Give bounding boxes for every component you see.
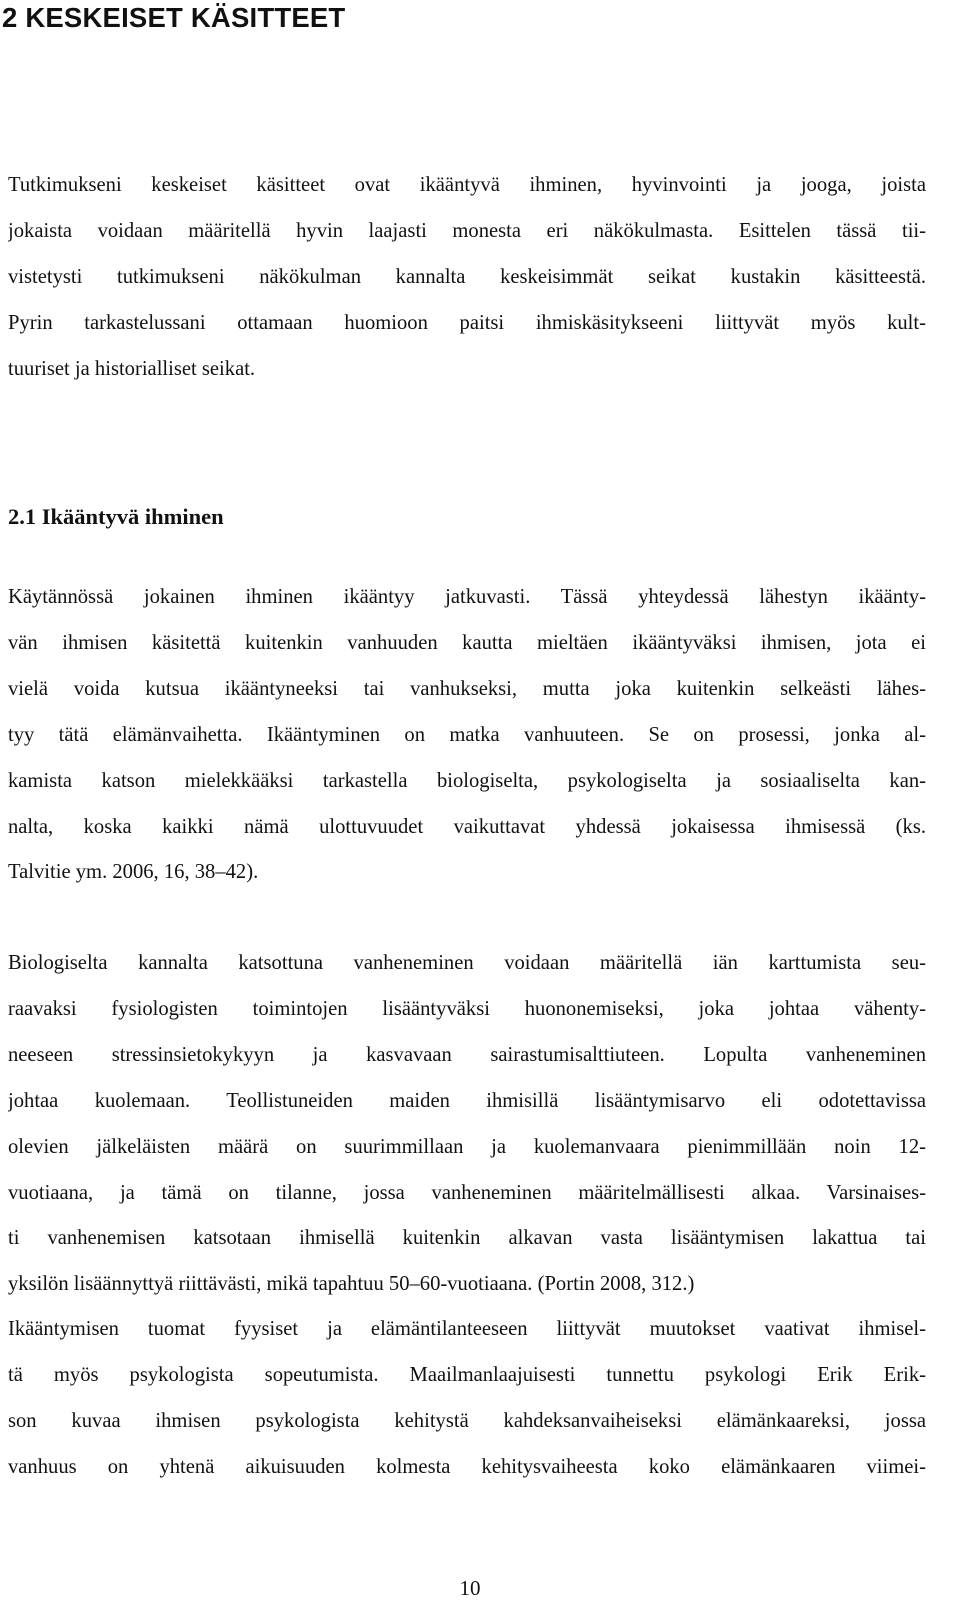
text-line: raavaksi fysiologisten toimintojen lisääntyväksi huononemiseksi, joka johtaa vähenty-: [8, 997, 926, 1020]
section-paragraph-1: [8, 575, 926, 896]
text-line: kamista katson mielekkääksi tarkastella biologiselta, psykologiselta ja sosiaaliselta kan-: [8, 769, 926, 792]
text-line: jokaista voidaan määritellä hyvin laajasti monesta eri näkökulmasta. Esittelen tässä tii-: [8, 219, 926, 242]
text-line: vanhuus on yhtenä aikuisuuden kolmesta kehitysvaiheesta koko elämänkaaren viimei-: [8, 1455, 926, 1478]
text-line: vuotiaana, ja tämä on tilanne, jossa vanheneminen määritelmällisesti alkaa. Varsinaises-: [8, 1181, 926, 1204]
section-heading: 2.1 Ikääntyvä ihminen: [8, 504, 224, 529]
text-line: yksilön lisäännyttyä riittävästi, mikä tapahtuu 50–60-vuotiaana. (Portin 2008, 312.): [8, 1273, 695, 1296]
intro-paragraph: [8, 163, 926, 393]
text-line: son kuvaa ihmisen psykologista kehitystä kahdeksanvaiheiseksi elämänkaareksi, jossa: [8, 1409, 926, 1432]
text-line: neeseen stressinsietokykyyn ja kasvavaan sairastumisalttiuteen. Lopulta vanheneminen: [8, 1043, 926, 1066]
text-line: vistetysti tutkimukseni näkökulman kannalta keskeisimmät seikat kustakin käsitteestä.: [8, 265, 926, 288]
text-line: tyy tätä elämänvaihetta. Ikääntyminen on matka vanhuuteen. Se on prosessi, jonka al-: [8, 723, 926, 746]
text-line: tä myös psykologista sopeutumista. Maailmanlaajuisesti tunnettu psykologi Erik Erik-: [8, 1363, 926, 1386]
text-line: tuuriset ja historialliset seikat.: [8, 357, 256, 380]
chapter-heading: 2 KESKEISET KÄSITTEET: [2, 2, 346, 33]
text-line: johtaa kuolemaan. Teollistuneiden maiden ihmisillä lisääntymisarvo eli odotettavissa: [8, 1089, 926, 1112]
text-line: Tutkimukseni keskeiset käsitteet ovat ikääntyvä ihminen, hyvinvointi ja jooga, joista: [8, 174, 926, 196]
text-line: Pyrin tarkastelussani ottamaan huomioon paitsi ihmiskäsitykseeni liittyvät myös kult-: [8, 311, 926, 334]
text-line: nalta, koska kaikki nämä ulottuvuudet vaikuttavat yhdessä jokaisessa ihmisessä (ks.: [8, 815, 926, 838]
text-line: ti vanhenemisen katsotaan ihmisellä kuitenkin alkavan vasta lisääntymisen lakattua tai: [8, 1227, 926, 1250]
text-line: vän ihmisen käsitettä kuitenkin vanhuuden kautta mieltäen ikääntyväksi ihmisen, jota ei: [8, 631, 926, 654]
text-line: Biologiselta kannalta katsottuna vanheneminen voidaan määritellä iän karttumista seu-: [8, 952, 926, 974]
text-line: vielä voida kutsua ikääntyneeksi tai vanhukseksi, mutta joka kuitenkin selkeästi lähes-: [8, 677, 926, 700]
page-number: 10: [459, 1576, 481, 1600]
section-paragraph-2: [8, 941, 926, 1308]
text-line: Ikääntymisen tuomat fyysiset ja elämäntilanteeseen liittyvät muutokset vaativat ihmisel-: [8, 1318, 926, 1340]
text-line: Talvitie ym. 2006, 16, 38–42).: [8, 861, 259, 884]
text-line: olevien jälkeläisten määrä on suurimmillaan ja kuolemanvaara pienimmillään noin 12-: [8, 1135, 926, 1158]
text-line: Käytännössä jokainen ihminen ikääntyy jatkuvasti. Tässä yhteydessä lähestyn ikäänty-: [8, 586, 926, 608]
section-paragraph-3: [8, 1307, 926, 1491]
